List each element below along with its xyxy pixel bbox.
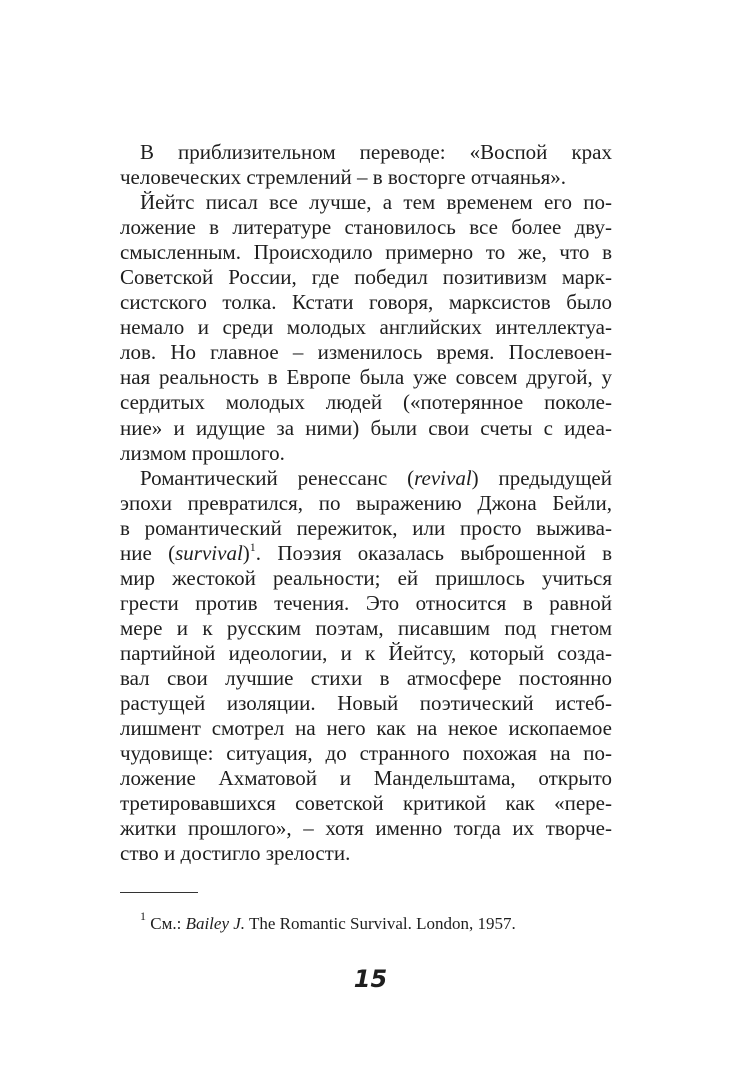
text-line: ложение в литературе становилось все более дву- [120, 215, 612, 240]
footnote-author: Bailey J. [185, 914, 246, 933]
text-line: эпохи превратился, по выражению Джона Бейли, [120, 490, 612, 515]
footnote: $^1$ См.: Bailey J. The Romantic Survival. London, 1957. [140, 909, 516, 933]
text-line: лишмент смотрел на него как на некое ископаемое [120, 716, 612, 741]
footnote-reference[interactable]: 1 [249, 539, 256, 554]
text-line: систского толка. Кстати говоря, марксистов было [120, 290, 612, 315]
text-line: ная реальность в Европе была уже совсем другой, у [120, 365, 612, 390]
text-line: грести против течения. Это относится в равной [120, 590, 612, 615]
body-text [120, 140, 612, 866]
paragraph-3 [120, 466, 612, 867]
text-line: В приблизительном переводе: «Воспой крах [140, 140, 612, 164]
paragraph-1 [120, 140, 612, 190]
footnote-divider [120, 892, 198, 893]
text-line: немало и среди молодых английских интеллектуа- [120, 315, 612, 340]
text-line: мир жестокой реальности; ей пришлось учиться [120, 565, 612, 590]
text-line: вал свои лучшие стихи в атмосфере постоянно [120, 665, 612, 690]
text-line: ство и достигло зрелости. [120, 841, 351, 866]
text-line: смысленным. Происходило примерно то же, что в [120, 240, 612, 265]
text-line: ние (survival)$^1$. Поэзия оказалась выброшенной в [120, 539, 612, 565]
text-line: чудовище: ситуация, до странного похожая на по- [120, 741, 612, 766]
paragraph-2 [120, 190, 612, 466]
text-line: сердитых молодых людей («потерянное поколе- [120, 390, 612, 415]
text-line: Романтический ренессанс (revival) предыдущей [140, 465, 612, 490]
footnote-mark: 1 [140, 909, 146, 923]
text-line: лов. Но главное – изменилось время. Послевоен- [120, 340, 612, 365]
text-line: лизмом прошлого. [120, 440, 285, 465]
text-line: Йейтс писал все лучше, а тем временем его по- [140, 190, 612, 215]
text-line: растущей изоляции. Новый поэтический истеб- [120, 691, 612, 716]
text-line: ложение Ахматовой и Мандельштама, открыто [120, 766, 612, 791]
text-line: мере и к русским поэтам, писавшим под гнетом [120, 615, 612, 640]
revival-term: revival [414, 465, 472, 490]
text-line: ние» и идущие за ними) были свои счеты с идеа- [120, 415, 612, 440]
text-line: в романтический пережиток, или просто выжива- [120, 515, 612, 540]
text-line: Советской России, где победил позитивизм марк- [120, 265, 612, 290]
text-line: третировавшихся советской критикой как «пере- [120, 791, 612, 816]
page-number: 15 [353, 965, 388, 993]
survival-term: survival [175, 540, 243, 565]
text-line: партийной идеологии, и к Йейтсу, который созда- [120, 640, 612, 665]
text-line: человеческих стремлений – в восторге отчаянья». [120, 165, 567, 190]
text-line: житки прошлого», – хотя именно тогда их творче- [120, 816, 612, 841]
